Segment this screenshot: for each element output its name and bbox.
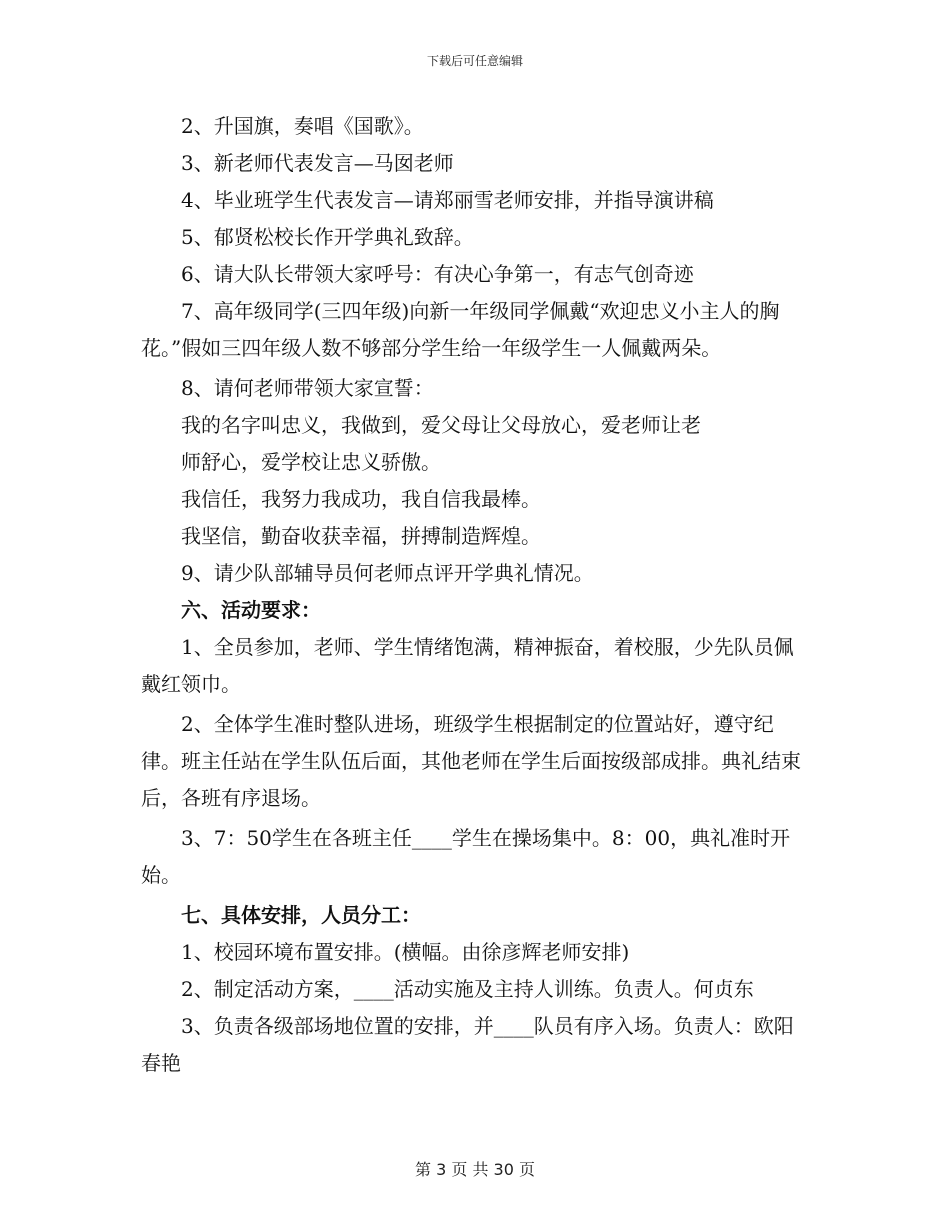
paragraph-4-student-speech: 4、毕业班学生代表发言—请郑丽雪老师安排，并指导演讲稿	[181, 188, 714, 212]
section-heading-arrangement: 七、具体安排，人员分工：	[181, 903, 421, 927]
arrangement-2: 2、制定活动方案，____活动实施及主持人训练。负责人。何贞东	[181, 977, 754, 1001]
paragraph-9-review: 9、请少队部辅导员何老师点评开学典礼情况。	[181, 561, 594, 585]
paragraph-2-flag: 2、升国旗，奏唱《国歌》。	[181, 114, 424, 138]
section-heading-requirements: 六、活动要求：	[181, 598, 321, 622]
arrangement-3: 3、负责各级部场地位置的安排，并____队员有序入场。负责人：欧阳春艳	[141, 1014, 794, 1075]
oath-line-4: 我坚信，勤奋收获幸福，拼搏制造辉煌。	[181, 524, 541, 548]
oath-line-3: 我信任，我努力我成功，我自信我最棒。	[181, 487, 541, 511]
page-header-note: 下载后可任意编辑	[426, 54, 523, 68]
oath-line-2: 师舒心，爱学校让忠义骄傲。	[181, 450, 441, 474]
requirement-2: 2、全体学生准时整队进场，班级学生根据制定的位置站好，遵守纪律。班主任站在学生队伍后面，其他老师在学生后面按级部成排。典礼结束后，各班有序退场。	[141, 712, 801, 810]
paragraph-3-teacher-speech: 3、新老师代表发言—马囡老师	[181, 151, 454, 175]
paragraph-6-slogan: 6、请大队长带领大家呼号：有决心争第一，有志气创奇迹	[181, 262, 694, 286]
oath-line-1: 我的名字叫忠义，我做到，爱父母让父母放心，爱老师让老	[181, 413, 701, 437]
paragraph-5-principal-speech: 5、郁贤松校长作开学典礼致辞。	[181, 225, 474, 249]
requirement-1: 1、全员参加，老师、学生情绪饱满，精神振奋，着校服，少先队员佩戴红领巾。	[141, 635, 794, 696]
requirement-3: 3、7：50学生在各班主任____学生在操场集中。8：00，典礼准时开始。	[141, 826, 791, 887]
arrangement-1: 1、校园环境布置安排。(横幅。由徐彦辉老师安排)	[181, 940, 630, 964]
page-number: 第 3 页 共 30 页	[415, 1160, 535, 1179]
paragraph-7-flowers: 7、高年级同学(三四年级)向新一年级同学佩戴“欢迎忠义小主人的胸花。”假如三四年级人数不够部分学生给一年级学生一人佩戴两朵。	[141, 299, 780, 360]
document-body	[141, 108, 813, 1082]
paragraph-8-oath: 8、请何老师带领大家宣誓：	[181, 376, 434, 400]
